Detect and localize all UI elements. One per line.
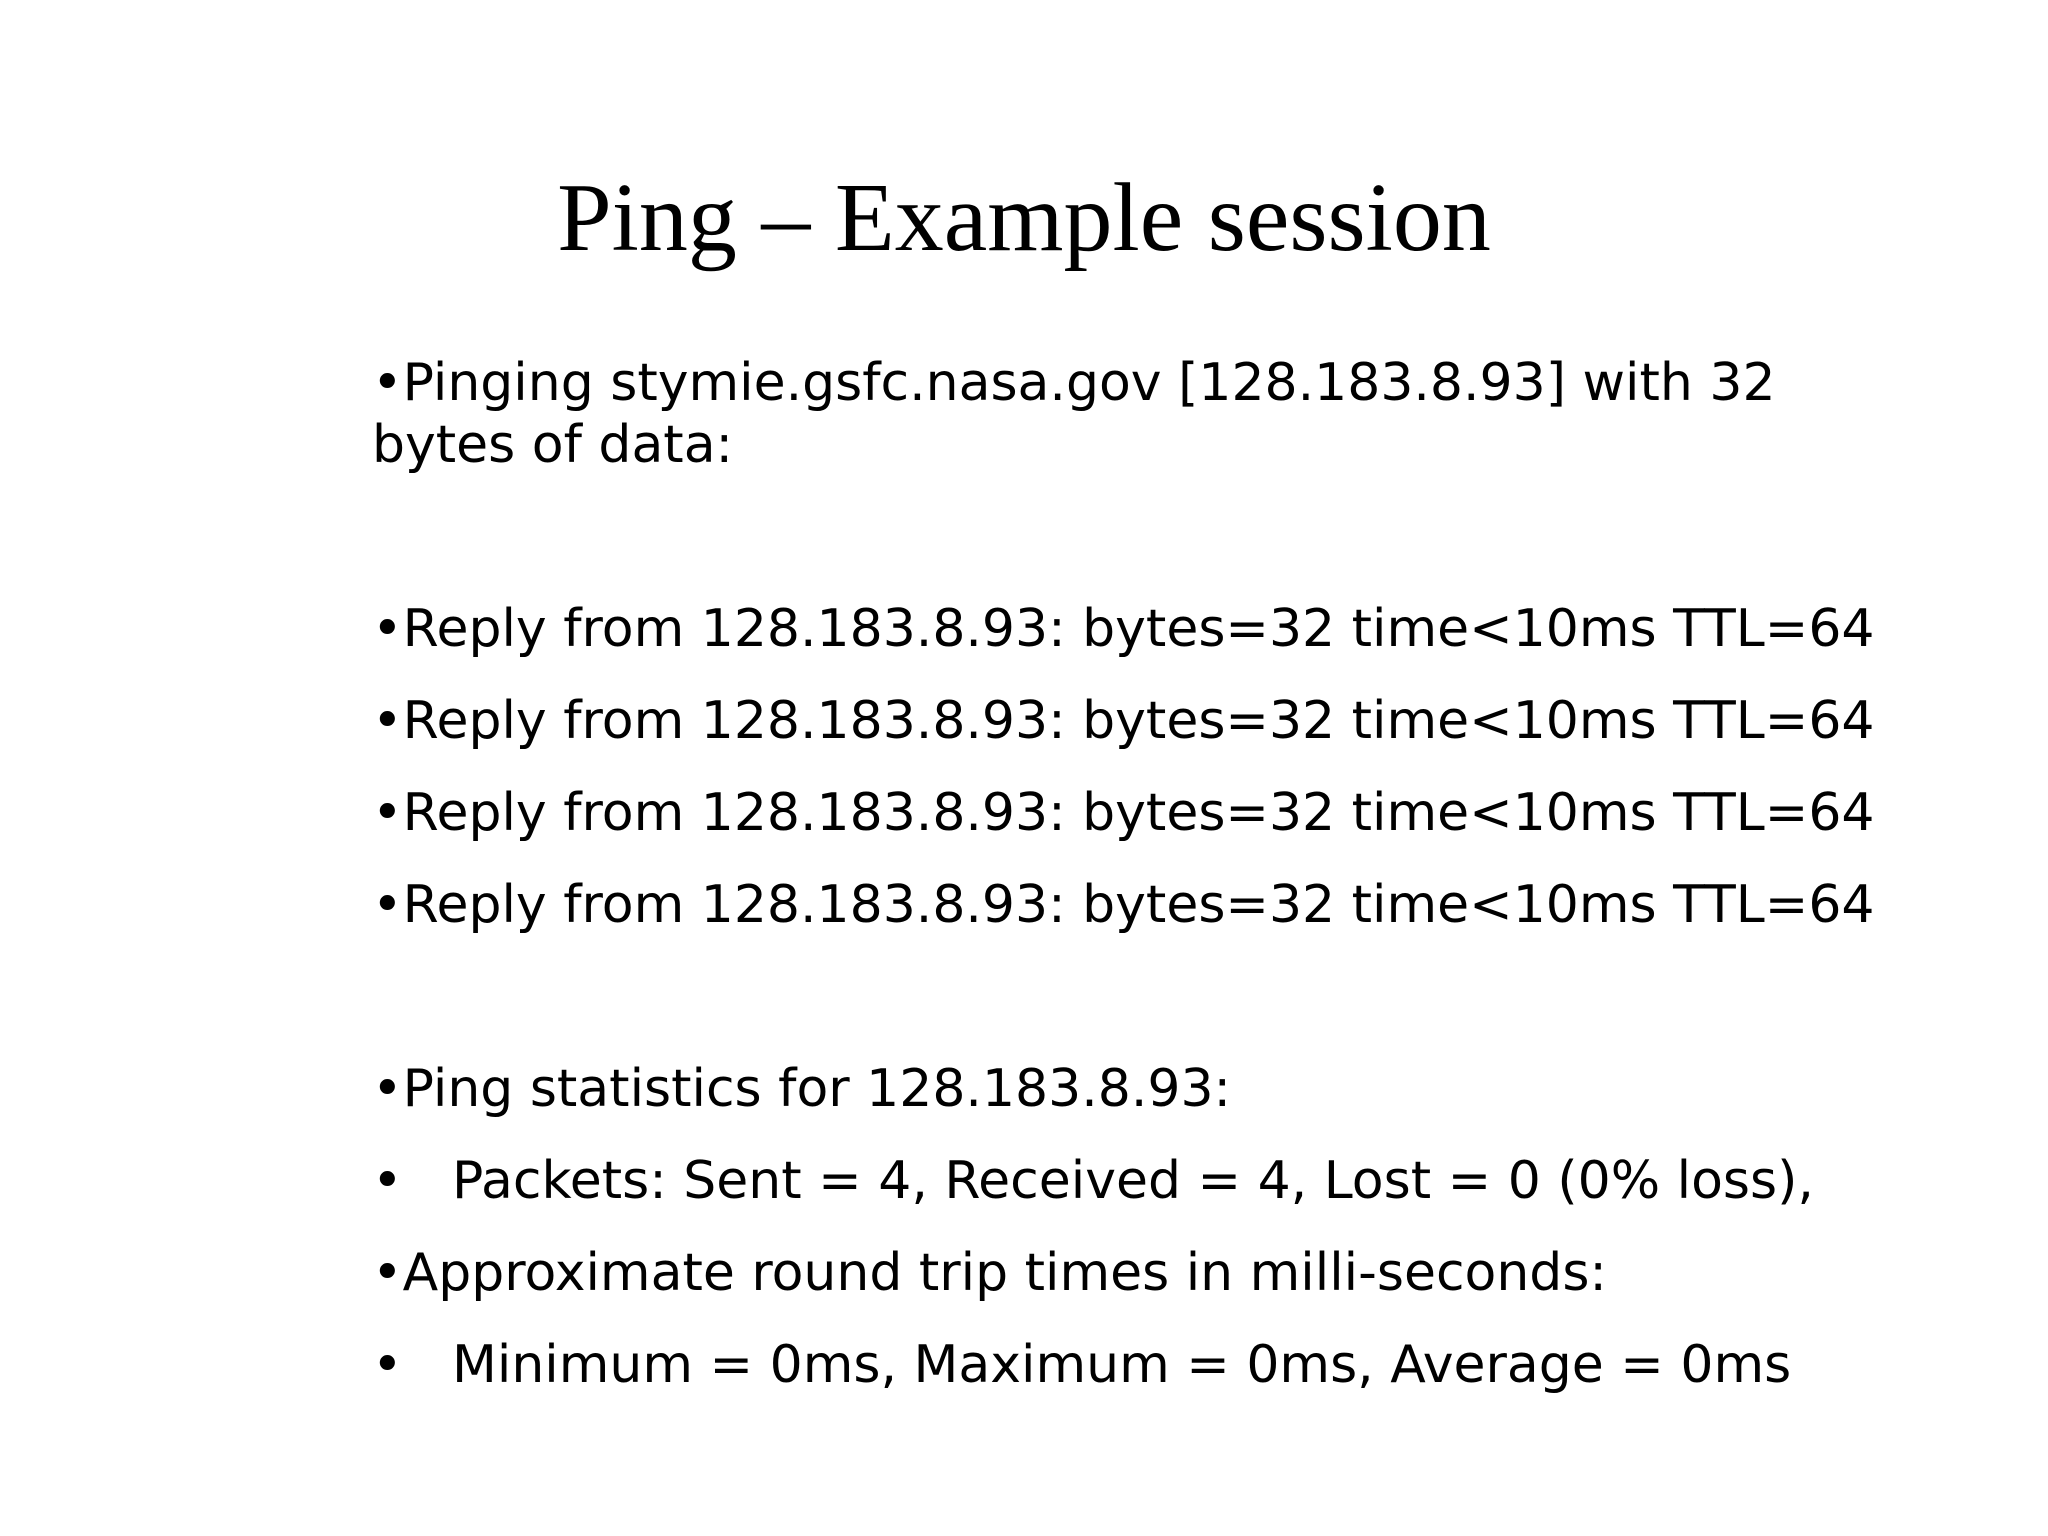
pinging-line: •Pinging stymie.gsfc.nasa.gov [128.183.8.93] with 32 [372,353,1776,413]
slide-title: Ping – Example session [557,164,1491,272]
pinging-line-continued: bytes of data: [372,415,734,475]
reply-line-2: •Reply from 128.183.8.93: bytes=32 time<10ms TTL=64 [372,691,1875,751]
rtt-values-text: Minimum = 0ms, Maximum = 0ms, Average = 0ms [452,1335,1792,1395]
rtt-values-line [372,1334,1791,1396]
rtt-bullet: • [372,1335,403,1395]
packets-bullet: • [372,1151,403,1211]
stats-heading: •Ping statistics for 128.183.8.93: [372,1059,1232,1119]
reply-line-1: •Reply from 128.183.8.93: bytes=32 time<10ms TTL=64 [372,599,1875,659]
packets-text: Packets: Sent = 4, Received = 4, Lost = 0 (0% loss), [452,1151,1814,1211]
reply-line-4: •Reply from 128.183.8.93: bytes=32 time<10ms TTL=64 [372,875,1875,935]
reply-line-3: •Reply from 128.183.8.93: bytes=32 time<10ms TTL=64 [372,783,1875,843]
packets-line [372,1150,1814,1212]
rtt-heading: •Approximate round trip times in milli-seconds: [372,1243,1607,1303]
